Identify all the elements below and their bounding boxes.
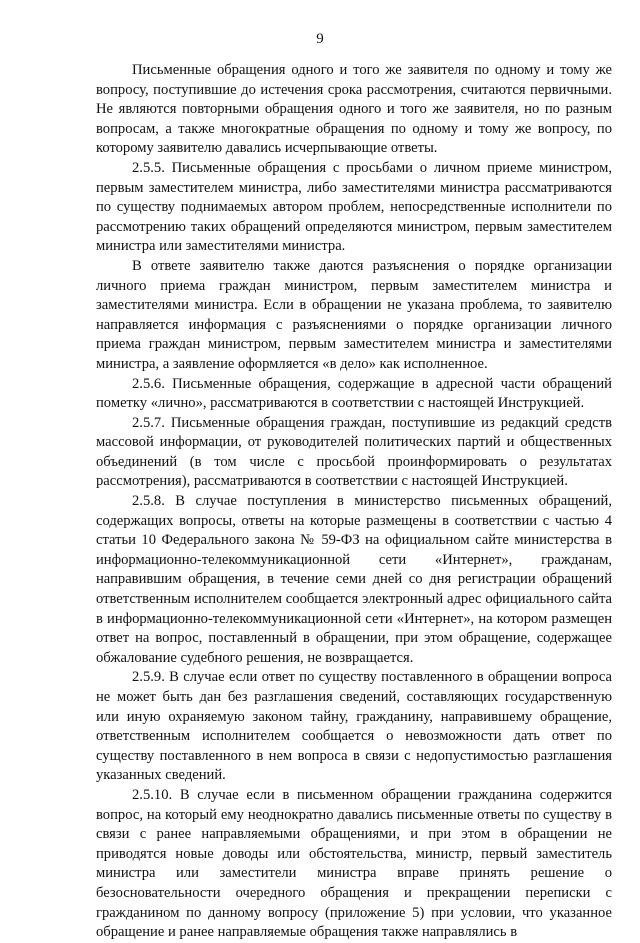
- paragraph-2-5-5: 2.5.5. Письменные обращения с просьбами о личном приеме министром, первым заместителем министра, либо заместителями министра рассматриваются по существу поднимаемых автором проблем, непосредственные исполнители по рассмотрению таких обращений определяются министром, первым заместителем министра или заместителями министра.: [96, 159, 612, 255]
- document-body: [96, 61, 612, 943]
- paragraph-2-5-8: 2.5.8. В случае поступления в министерство письменных обращений, содержащих вопросы, ответы на которые размещены в соответствии с частью 4 статьи 10 Федерального закона № 59-ФЗ на официальном сайте министерства в информационно-телекоммуникационной сети «Интернет», гражданам, направившим обращения, в течение семи дней со дня регистрации обращений ответственным исполнителем сообщается электронный адрес официального сайта в информационно-телекоммуникационной сети «Интернет», на котором размещен ответ на вопрос, поставленный в обращении, при этом обращение, содержащее обжалование судебного решения, не возвращается.: [96, 493, 612, 666]
- paragraph-reply-explanation: В ответе заявителю также даются разъяснения о порядке организации личного приема граждан министром, первым заместителем министра и заместителями министра. Если в обращении не указана проблема, то заявителю направляется информация с разъяснениями о порядке организации личного приема граждан министром, первым заместителем министра и заместителями министра, а заявление оформляется «в дело» как исполненное.: [96, 257, 612, 372]
- paragraph-2-5-10: 2.5.10. В случае если в письменном обращении гражданина содержится вопрос, на который ему неоднократно давались письменные ответы по существу в связи с ранее направляемыми обращениями, и при этом в обращении не приводятся новые доводы или обстоятельства, министр, первый заместитель министра или заместители министра вправе принять решение о безосновательности очередного обращения и прекращении переписки с гражданином по данному вопросу (приложение 5) при условии, что указанное обращение и ранее направляемые обращения также направлялись в: [96, 786, 612, 941]
- page-number: 9: [316, 31, 324, 47]
- paragraph-2-5-7: 2.5.7. Письменные обращения граждан, поступившие из редакций средств массовой информации, от руководителей политических партий и общественных объединений (в том числе с просьбой проинформировать о результатах рассмотрения), рассматриваются в соответствии с настоящей Инструкцией.: [96, 414, 612, 490]
- paragraph-2-5-9: 2.5.9. В случае если ответ по существу поставленного в обращении вопроса не может быть дан без разглашения сведений, составляющих государственную или иную охраняемую законом тайну, гражданину, направившему обращение, ответственным исполнителем сообщается о невозможности дать ответ по существу поставленного в нем вопроса в связи с недопустимостью разглашения указанных сведений.: [96, 669, 612, 784]
- paragraph-2-5-6: 2.5.6. Письменные обращения, содержащие в адресной части обращений пометку «лично», рассматриваются в соответствии с настоящей Инструкцией.: [96, 375, 612, 412]
- paragraph-repeated-appeals: Письменные обращения одного и того же заявителя по одному и тому же вопросу, поступившие до истечения срока рассмотрения, считаются первичными. Не являются повторными обращения одного и того же заявителя, но по разным вопросам, а также многократные обращения по одному и тому же вопросу, по которому заявителю давались исчерпывающие ответы.: [96, 62, 612, 157]
